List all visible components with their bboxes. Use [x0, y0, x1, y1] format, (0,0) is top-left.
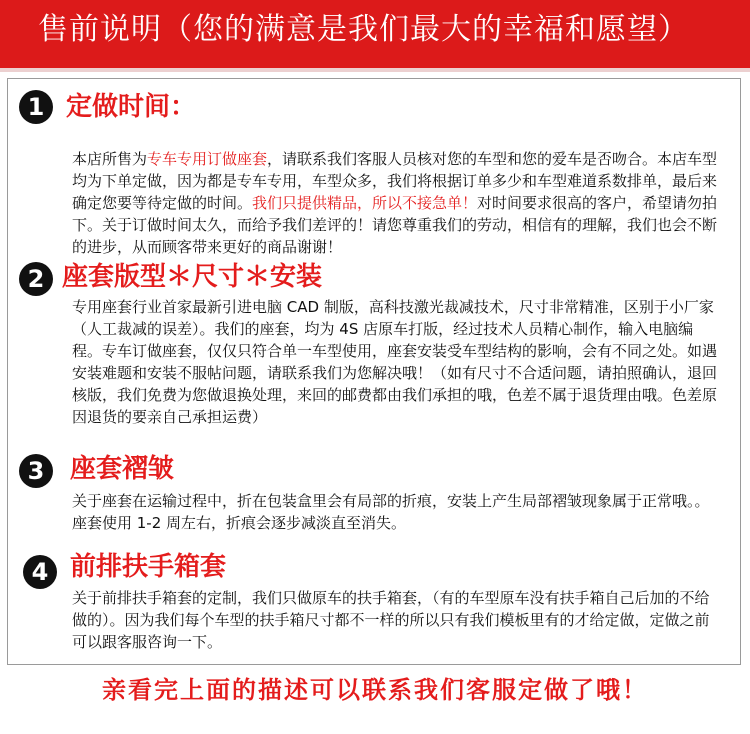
section-1-highlight-product: 专车专用订做座套: [147, 150, 268, 168]
section-1-highlight-no-rush: 我们只提供精品，所以不接急单！: [252, 194, 478, 212]
banner-title: 售前说明（您的满意是我们最大的幸福和愿望）: [38, 12, 689, 47]
section-2-heading: 座套版型＊尺寸＊安装: [62, 262, 323, 292]
section-1-number-badge: 1: [19, 90, 53, 124]
header-banner: [0, 0, 750, 72]
section-3-body: 关于座套在运输过程中，折在包装盒里会有局部的折痕，安装上产生局部褶皱现象属于正常哦。。座套使用 1-2 周左右，折痕会逐步减淡直至消失。: [72, 492, 710, 532]
section-1-heading: 定做时间：: [66, 92, 197, 122]
section-4-body: 关于前排扶手箱套的定制，我们只做原车的扶手箱套，（有的车型原车没有扶手箱自己后加的不给做的）。因为我们每个车型的扶手箱尺寸都不一样的所以只有我们模板里有的才给定做，定做之前可以跟客服咨询一下。: [72, 589, 710, 651]
section-1-body: [72, 148, 722, 258]
section-3-heading: 座套褶皱: [70, 454, 175, 484]
section-1-text-a: 本店所售为: [72, 150, 148, 168]
section-4-heading: 前排扶手箱套: [70, 552, 227, 582]
section-2-number-badge: 2: [19, 262, 53, 296]
footer-call-to-action: 亲看完上面的描述可以联系我们客服定做了哦！: [102, 676, 648, 704]
section-1-text-b: ，请联系我们客服人员核对您的车型和您的爱车是否吻合。本店车型均为下单定做，因为都是专车专用，车型众多，我们将根据订单多少和车型难道系数排单，最后来确定您要等待定做的时间。: [72, 150, 718, 212]
section-3-number-badge: 3: [19, 454, 53, 488]
section-4-number-badge: 4: [23, 555, 57, 589]
section-2-body: 专用座套行业首家最新引进电脑 CAD 制版，高科技激光裁减技术，尺寸非常精准，区别于小厂家（人工裁减的误差）。我们的座套，均为 4S 店原车打版，经过技术人员精心制作，输入电脑编程。专车订做座套，仅仅只符合单一车型使用，座套安装受车型结构的影响，会有不同之处。如遇安装难题和安装不服帖问题，请联系我们为您解决哦！（如有尺寸不合适问题，请拍照确认，退回核版，我们免费为您做退换处理，来回的邮费都由我们承担的哦，色差不属于退货理由哦。色差原因退货的要亲自己承担运费）: [72, 298, 718, 426]
section-1-text-c: 对时间要求很高的客户，希望请勿拍下。关于订做时间太久，而给予我们差评的！请您尊重我们的劳动，相信有的理解，我们也会不断的进步，从而顾客带来更好的商品谢谢！: [72, 194, 718, 256]
